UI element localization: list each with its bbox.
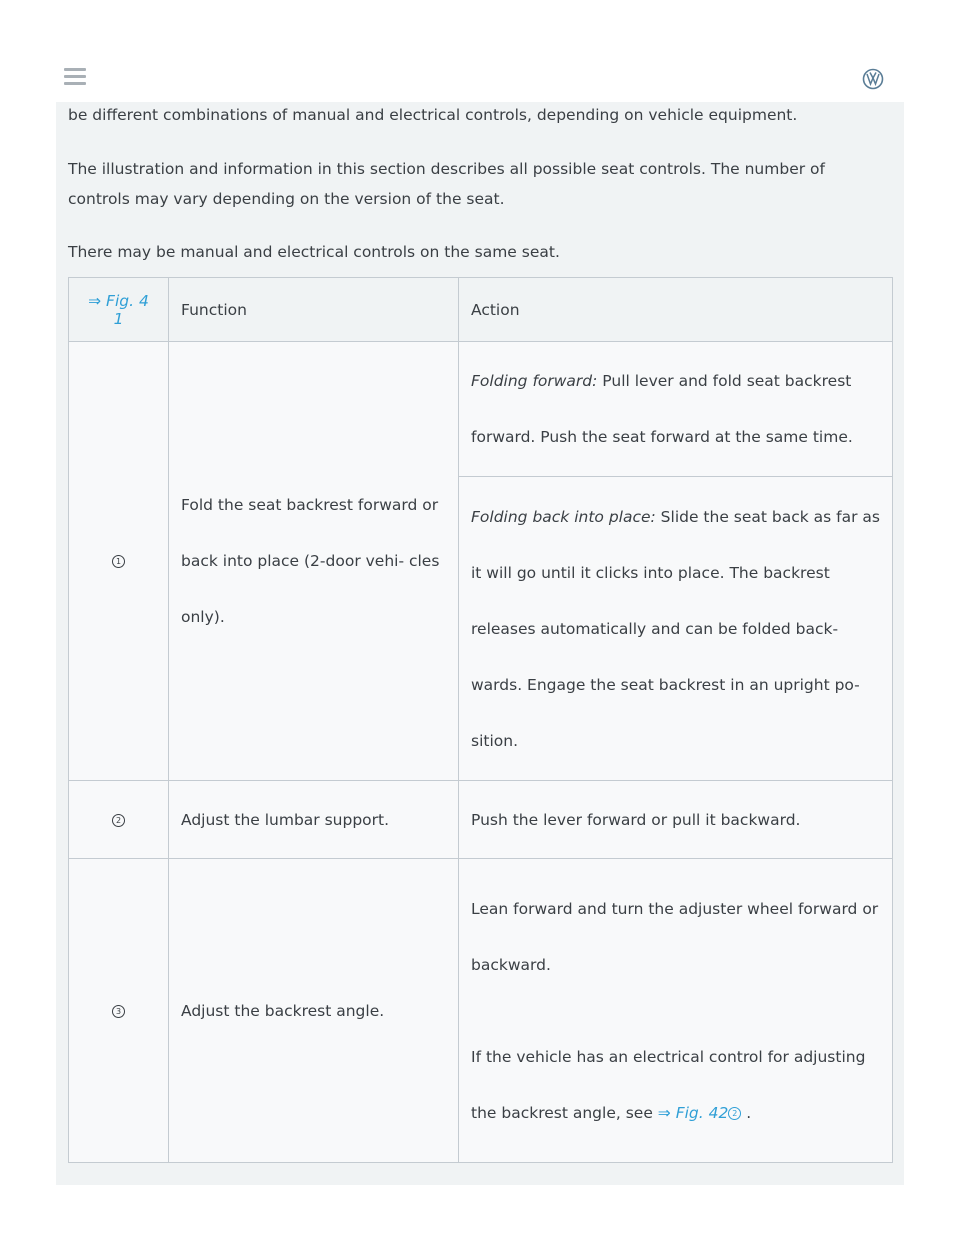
fig-42-link[interactable]: ⇒ Fig. 42	[657, 1103, 729, 1122]
circled-number-1-icon: 1	[112, 555, 125, 568]
row-3-action-b-text: If the vehicle has an electrical control for adjusting the backrest angle, see	[471, 1047, 866, 1122]
content-area	[56, 102, 904, 1185]
folding-back-label: Folding back into place:	[471, 507, 656, 526]
fig-ref-link[interactable]: ⇒ Fig. 4 1	[88, 291, 149, 328]
row-3-action-a: Lean forward and turn the adjuster wheel forward or backward.	[471, 899, 879, 974]
header-action: Action	[459, 278, 893, 342]
row-2-function: Adjust the lumbar support.	[169, 781, 459, 859]
row-3-number	[69, 859, 169, 1163]
row-1-number	[69, 342, 169, 781]
hamburger-menu-icon[interactable]	[64, 68, 86, 88]
folding-forward-label: Folding forward:	[471, 372, 598, 390]
folding-forward-text: Pull lever and fold seat backrest forward. Push the seat forward at the same time.	[471, 372, 853, 446]
row-3-function: Adjust the backrest angle.	[169, 859, 459, 1163]
header-fig-ref[interactable]	[69, 278, 169, 342]
row-3-action	[459, 859, 893, 1163]
row-1-function: Fold the seat backrest forward or back into place (2-door vehi- cles only).	[169, 342, 459, 781]
paragraph-1: be different combinations of manual and electrical controls, depending on vehicle equipment.	[68, 106, 798, 124]
row-2-action: Push the lever forward or pull it backward.	[459, 781, 893, 859]
row-2-number	[69, 781, 169, 859]
vw-logo-icon[interactable]	[862, 68, 884, 90]
seat-controls-table	[68, 277, 893, 1163]
paragraph-2: The illustration and information in this section describes all possible seat controls. The number of controls may vary depending on the version of the seat.	[68, 160, 825, 208]
header-function: Function	[169, 278, 459, 342]
circled-number-2-link-icon[interactable]: 2	[728, 1107, 741, 1120]
folding-back-text: Slide the seat back as far as it will go until it clicks into place. The backrest releases automatically and can be folded back- wards. Engage the seat backrest in an upright po- sition.	[471, 507, 881, 750]
row-1-action-forward	[459, 342, 893, 477]
circled-number-3-icon: 3	[112, 1005, 125, 1018]
paragraph-3: There may be manual and electrical controls on the same seat.	[68, 243, 560, 261]
row-3-action-b-end: .	[741, 1103, 752, 1122]
row-1-action-back	[459, 477, 893, 781]
top-bar	[56, 56, 904, 103]
circled-number-2-icon: 2	[112, 814, 125, 827]
row-3-action-b	[471, 1029, 880, 1141]
